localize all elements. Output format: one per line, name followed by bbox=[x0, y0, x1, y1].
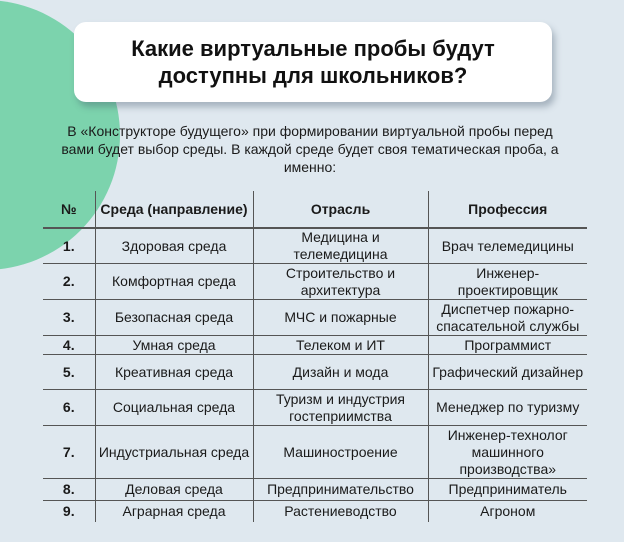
row-number: 6. bbox=[43, 390, 95, 426]
row-profession: Инженер-проектировщик bbox=[428, 264, 587, 300]
row-environment: Деловая среда bbox=[95, 479, 253, 501]
table-row bbox=[43, 501, 587, 522]
row-environment: Умная среда bbox=[95, 336, 253, 355]
table-header-row bbox=[43, 191, 587, 228]
table-row bbox=[43, 355, 587, 390]
row-number: 3. bbox=[43, 300, 95, 336]
row-number: 5. bbox=[43, 355, 95, 390]
header-profession: Профессия bbox=[428, 191, 587, 228]
row-environment: Индустриальная среда bbox=[95, 426, 253, 479]
row-profession: Диспетчер пожарно-спасательной службы bbox=[428, 300, 587, 336]
row-profession: Врач телемедицины bbox=[428, 228, 587, 264]
table-row bbox=[43, 426, 587, 479]
row-environment: Комфортная среда bbox=[95, 264, 253, 300]
row-number: 4. bbox=[43, 336, 95, 355]
row-number: 2. bbox=[43, 264, 95, 300]
row-industry: Строительство и архитектура bbox=[253, 264, 428, 300]
table-row bbox=[43, 228, 587, 264]
header-number: № bbox=[43, 191, 95, 228]
row-profession: Агроном bbox=[428, 501, 587, 522]
row-industry: МЧС и пожарные bbox=[253, 300, 428, 336]
row-profession: Инженер-технолог машинного производства» bbox=[428, 426, 587, 479]
header-environment: Среда (направление) bbox=[95, 191, 253, 228]
probes-table bbox=[43, 191, 587, 522]
row-environment: Здоровая среда bbox=[95, 228, 253, 264]
row-environment: Аграрная среда bbox=[95, 501, 253, 522]
row-industry: Предпринимательство bbox=[253, 479, 428, 501]
table-row bbox=[43, 336, 587, 355]
row-industry: Машиностроение bbox=[253, 426, 428, 479]
intro-text: В «Конструкторе будущего» при формировании виртуальной пробы перед вами будет выбор среды. В каждой среде будет своя тематическая проба, а именно: bbox=[61, 123, 559, 175]
row-profession: Программист bbox=[428, 336, 587, 355]
table-row bbox=[43, 390, 587, 426]
row-industry: Дизайн и мода bbox=[253, 355, 428, 390]
row-industry: Туризм и индустрия гостеприимства bbox=[253, 390, 428, 426]
row-environment: Безопасная среда bbox=[95, 300, 253, 336]
title-card bbox=[74, 22, 552, 102]
table-row bbox=[43, 479, 587, 501]
row-environment: Креативная среда bbox=[95, 355, 253, 390]
row-number: 7. bbox=[43, 426, 95, 479]
row-number: 9. bbox=[43, 501, 95, 522]
row-number: 8. bbox=[43, 479, 95, 501]
table-row bbox=[43, 264, 587, 300]
row-industry: Медицина и телемедицина bbox=[253, 228, 428, 264]
row-environment: Социальная среда bbox=[95, 390, 253, 426]
row-profession: Графический дизайнер bbox=[428, 355, 587, 390]
table-row bbox=[43, 300, 587, 336]
row-profession: Менеджер по туризму bbox=[428, 390, 587, 426]
page-title: Какие виртуальные пробы будут доступны для школьников? bbox=[131, 36, 495, 88]
row-number: 1. bbox=[62, 237, 75, 254]
row-industry: Растениеводство bbox=[253, 501, 428, 522]
row-industry: Телеком и ИТ bbox=[253, 336, 428, 355]
header-industry: Отрасль bbox=[253, 191, 428, 228]
row-profession: Предприниматель bbox=[428, 479, 587, 501]
